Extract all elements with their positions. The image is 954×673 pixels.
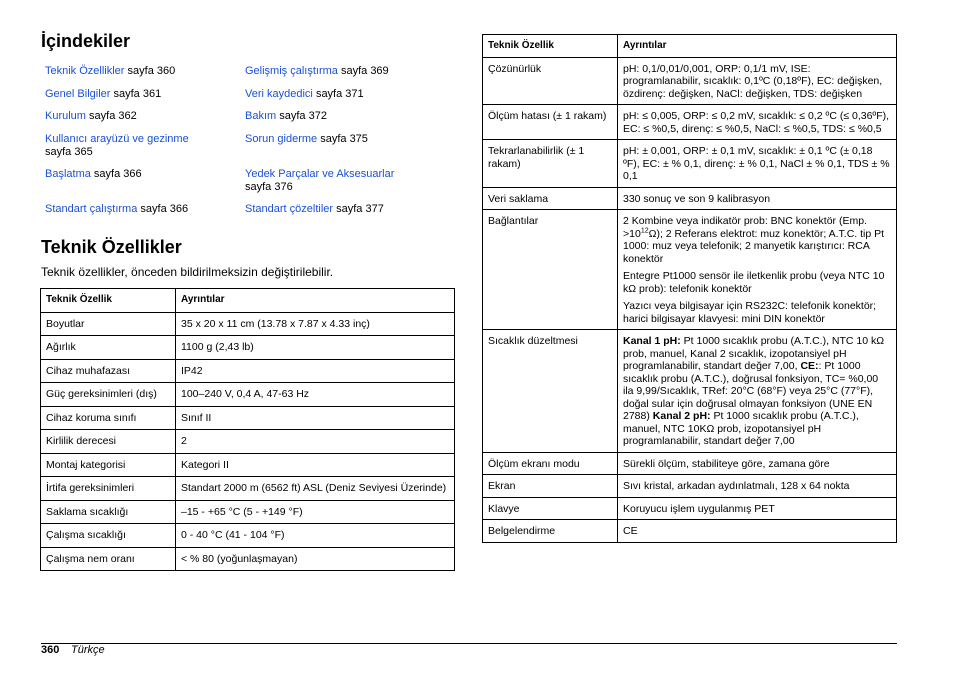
table-row	[483, 105, 897, 140]
feature-cell: Boyutlar	[41, 312, 176, 336]
details-cell	[618, 210, 897, 330]
toc-link[interactable]: Veri kaydedici	[245, 88, 313, 100]
channel2-text: Pt 1000 sıcaklık probu (A.T.C.), manuel, NTC 10KΩ prob, izopotansiyel pH programlanabilir, standart değer 7,00	[623, 410, 859, 447]
connections-probes	[623, 215, 891, 265]
toc-page: sayfa 372	[279, 110, 327, 122]
feature-cell: Cihaz muhafazası	[41, 359, 176, 383]
feature-cell: Bağlantılar	[483, 210, 618, 330]
table-row	[483, 210, 897, 330]
details-cell: 2	[176, 430, 455, 454]
toc-page: sayfa 361	[113, 88, 162, 100]
toc-item[interactable]	[245, 110, 327, 123]
connections-text: Ω); 2 Referans elektrot: muz konektör; A.T.C. tip Pt 1000: muz veya telefonik; 2 manyetik karıştırıcı: RCA konektör	[623, 227, 885, 265]
toc-item[interactable]	[45, 168, 142, 181]
table-row	[483, 520, 897, 543]
feature-cell: Kirlilik derecesi	[41, 430, 176, 454]
details-cell: IP42	[176, 359, 455, 383]
footer-language: Türkçe	[71, 644, 105, 656]
toc-item[interactable]	[45, 133, 215, 159]
toc-heading: İçindekiler	[41, 31, 131, 51]
table-row	[41, 406, 455, 430]
toc-item[interactable]	[245, 203, 384, 216]
table-row	[41, 453, 455, 477]
table-row	[41, 524, 455, 548]
details-cell: Sınıf II	[176, 406, 455, 430]
feature-cell: İrtifa gereksinimleri	[41, 477, 176, 501]
feature-cell: Ağırlık	[41, 336, 176, 360]
page-number: 360	[41, 644, 60, 656]
details-cell: 1100 g (2,43 lb)	[176, 336, 455, 360]
table-row	[41, 477, 455, 501]
toc-page: sayfa 366	[140, 203, 189, 215]
table-row	[41, 383, 455, 407]
toc-page: sayfa 376	[245, 181, 293, 193]
feature-cell: Ekran	[483, 475, 618, 498]
toc-item[interactable]	[245, 133, 368, 146]
toc-link[interactable]: Standart çözeltiler	[245, 203, 334, 215]
feature-cell: Güç gereksinimleri (dış)	[41, 383, 176, 407]
connections-printer: Yazıcı veya bilgisayar için RS232C: telefonik konektör; harici bilgisayar klavyesi: mini DIN konektör	[623, 300, 877, 325]
feature-cell: Tekrarlanabilirlik (± 1 rakam)	[483, 140, 618, 188]
toc-page: sayfa 366	[93, 168, 142, 180]
specifications-heading: Teknik Özellikler	[41, 237, 182, 257]
details-cell: Sıvı kristal, arkadan aydınlatmalı, 128 x 64 nokta	[618, 475, 897, 498]
table-row	[41, 336, 455, 360]
details-cell: < % 80 (yoğunlaşmayan)	[176, 547, 455, 571]
toc-link[interactable]: Bakım	[245, 110, 277, 122]
table-header-row	[483, 35, 897, 58]
toc-item[interactable]	[45, 110, 137, 123]
toc-link[interactable]: Genel Bilgiler	[45, 88, 111, 100]
table-row	[483, 452, 897, 475]
feature-cell: Ölçüm ekranı modu	[483, 452, 618, 475]
table-row	[41, 430, 455, 454]
feature-cell: Sıcaklık düzeltmesi	[483, 330, 618, 453]
toc-page: sayfa 371	[315, 88, 364, 100]
specifications-intro: Teknik özellikler, önceden bildirilmeksizin değiştirilebilir.	[41, 265, 334, 279]
details-cell: 100–240 V, 0,4 A, 47-63 Hz	[176, 383, 455, 407]
feature-cell: Saklama sıcaklığı	[41, 500, 176, 524]
spec-table-right	[482, 34, 897, 543]
toc-page: sayfa 365	[45, 146, 93, 158]
details-cell: pH: 0,1/0,01/0,001, ORP: 0,1/1 mV, ISE: programlanabilir, sıcaklık: 0,1ºC (0,18ºF), EC: değişken, özdirenç: değişken, NaCl: değişken, TDS: değişken	[618, 57, 897, 105]
feature-cell: Çalışma nem oranı	[41, 547, 176, 571]
toc-item[interactable]	[245, 65, 389, 78]
details-cell: Kategori II	[176, 453, 455, 477]
toc-link[interactable]: Gelişmiş çalıştırma	[245, 65, 338, 77]
feature-cell: Çözünürlük	[483, 57, 618, 105]
details-cell: 35 x 20 x 11 cm (13.78 x 7.87 x 4.33 inç)	[176, 312, 455, 336]
toc-link[interactable]: Yedek Parçalar ve Aksesuarlar	[245, 168, 395, 180]
header-feature: Teknik Özellik	[41, 289, 176, 313]
details-cell: pH: ± 0,001, ORP: ± 0,1 mV, sıcaklık: ± 0,1 ºC (± 0,18 ºF), EC: ± % 0,1, direnç: ± % 0,1, NaCl ± % 0,1, TDS ± % 0,1	[618, 140, 897, 188]
toc-link[interactable]: Kurulum	[45, 110, 86, 122]
toc-page: sayfa 375	[320, 133, 368, 145]
details-cell: Koruyucu işlem uygulanmış PET	[618, 497, 897, 520]
details-cell: Sürekli ölçüm, stabiliteye göre, zamana göre	[618, 452, 897, 475]
toc-item[interactable]	[45, 203, 188, 216]
footer-divider	[41, 643, 897, 644]
connections-text: 2 Kombine veya indikatör prob: BNC konektör (Emp. >10	[623, 215, 867, 240]
toc-item[interactable]	[245, 88, 364, 101]
toc-link[interactable]: Teknik Özellikler	[45, 65, 125, 77]
channel1-text: Pt 1000 sıcaklık probu (A.T.C.), NTC 10 kΩ prob, manuel, Kanal 2 sıcaklık, izopotansiyel pH programlanabilir, standart değer 7,00,	[623, 335, 885, 372]
table-row	[483, 140, 897, 188]
details-cell: pH: ≤ 0,005, ORP: ≤ 0,2 mV, sıcaklık: ≤ 0,2 ºC (≤ 0,36ºF), EC: ≤ %0,5, direnç: ≤ %0,5, NaCl: ≤ %0,5, TDS: ≤ %0,5	[618, 105, 897, 140]
details-cell: –15 - +65 °C (5 - +149 °F)	[176, 500, 455, 524]
toc-link[interactable]: Standart çalıştırma	[45, 203, 138, 215]
toc-item[interactable]	[45, 88, 161, 101]
feature-cell: Ölçüm hatası (± 1 rakam)	[483, 105, 618, 140]
ce-label: CE:	[800, 360, 819, 372]
feature-cell: Belgelendirme	[483, 520, 618, 543]
table-row	[483, 330, 897, 453]
header-details: Ayrıntılar	[176, 289, 455, 313]
feature-cell: Cihaz koruma sınıfı	[41, 406, 176, 430]
details-cell	[618, 330, 897, 453]
toc-link[interactable]: Kullanıcı arayüzü ve gezinme	[45, 133, 189, 145]
table-row	[483, 187, 897, 210]
spec-table-left	[40, 288, 455, 571]
channel2-label: Kanal 2 pH:	[652, 410, 711, 422]
table-row	[483, 475, 897, 498]
channel1-label: Kanal 1 pH:	[623, 335, 681, 347]
toc-page: sayfa 377	[336, 203, 384, 215]
toc-link[interactable]: Sorun giderme	[245, 133, 318, 145]
toc-page: sayfa 360	[127, 65, 176, 77]
exponent: 12	[640, 227, 649, 234]
details-cell: 0 - 40 °C (41 - 104 °F)	[176, 524, 455, 548]
connections-conductivity: Entegre Pt1000 sensör ile iletkenlik probu (veya NTC 10 kΩ prob): telefonik konektör	[623, 270, 885, 295]
feature-cell: Çalışma sıcaklığı	[41, 524, 176, 548]
ce-text: : Pt 1000 sıcaklık probu (A.T.C.), doğrusal fonksiyon, TC= %0,00 ila 9,99/Sıcaklık, TRef: 20°C (68°F) veya 25°C (77°F), doğal sular için doğrusal olmayan fonksiyon (UNE EN 2788)	[623, 360, 879, 422]
details-cell: 330 sonuç ve son 9 kalibrasyon	[618, 187, 897, 210]
table-row	[483, 497, 897, 520]
table-row	[41, 312, 455, 336]
table-header-row	[41, 289, 455, 313]
table-row	[483, 57, 897, 105]
toc-page: sayfa 369	[340, 65, 389, 77]
feature-cell: Montaj kategorisi	[41, 453, 176, 477]
header-feature: Teknik Özellik	[483, 35, 618, 58]
toc-link[interactable]: Başlatma	[45, 168, 91, 180]
details-cell: Standart 2000 m (6562 ft) ASL (Deniz Seviyesi Üzerinde)	[176, 477, 455, 501]
toc-item[interactable]	[45, 65, 175, 78]
table-row	[41, 500, 455, 524]
header-details: Ayrıntılar	[618, 35, 897, 58]
toc-item[interactable]	[245, 168, 425, 194]
feature-cell: Veri saklama	[483, 187, 618, 210]
table-row	[41, 547, 455, 571]
feature-cell: Klavye	[483, 497, 618, 520]
table-row	[41, 359, 455, 383]
toc-page: sayfa 362	[89, 110, 137, 122]
details-cell: CE	[618, 520, 897, 543]
